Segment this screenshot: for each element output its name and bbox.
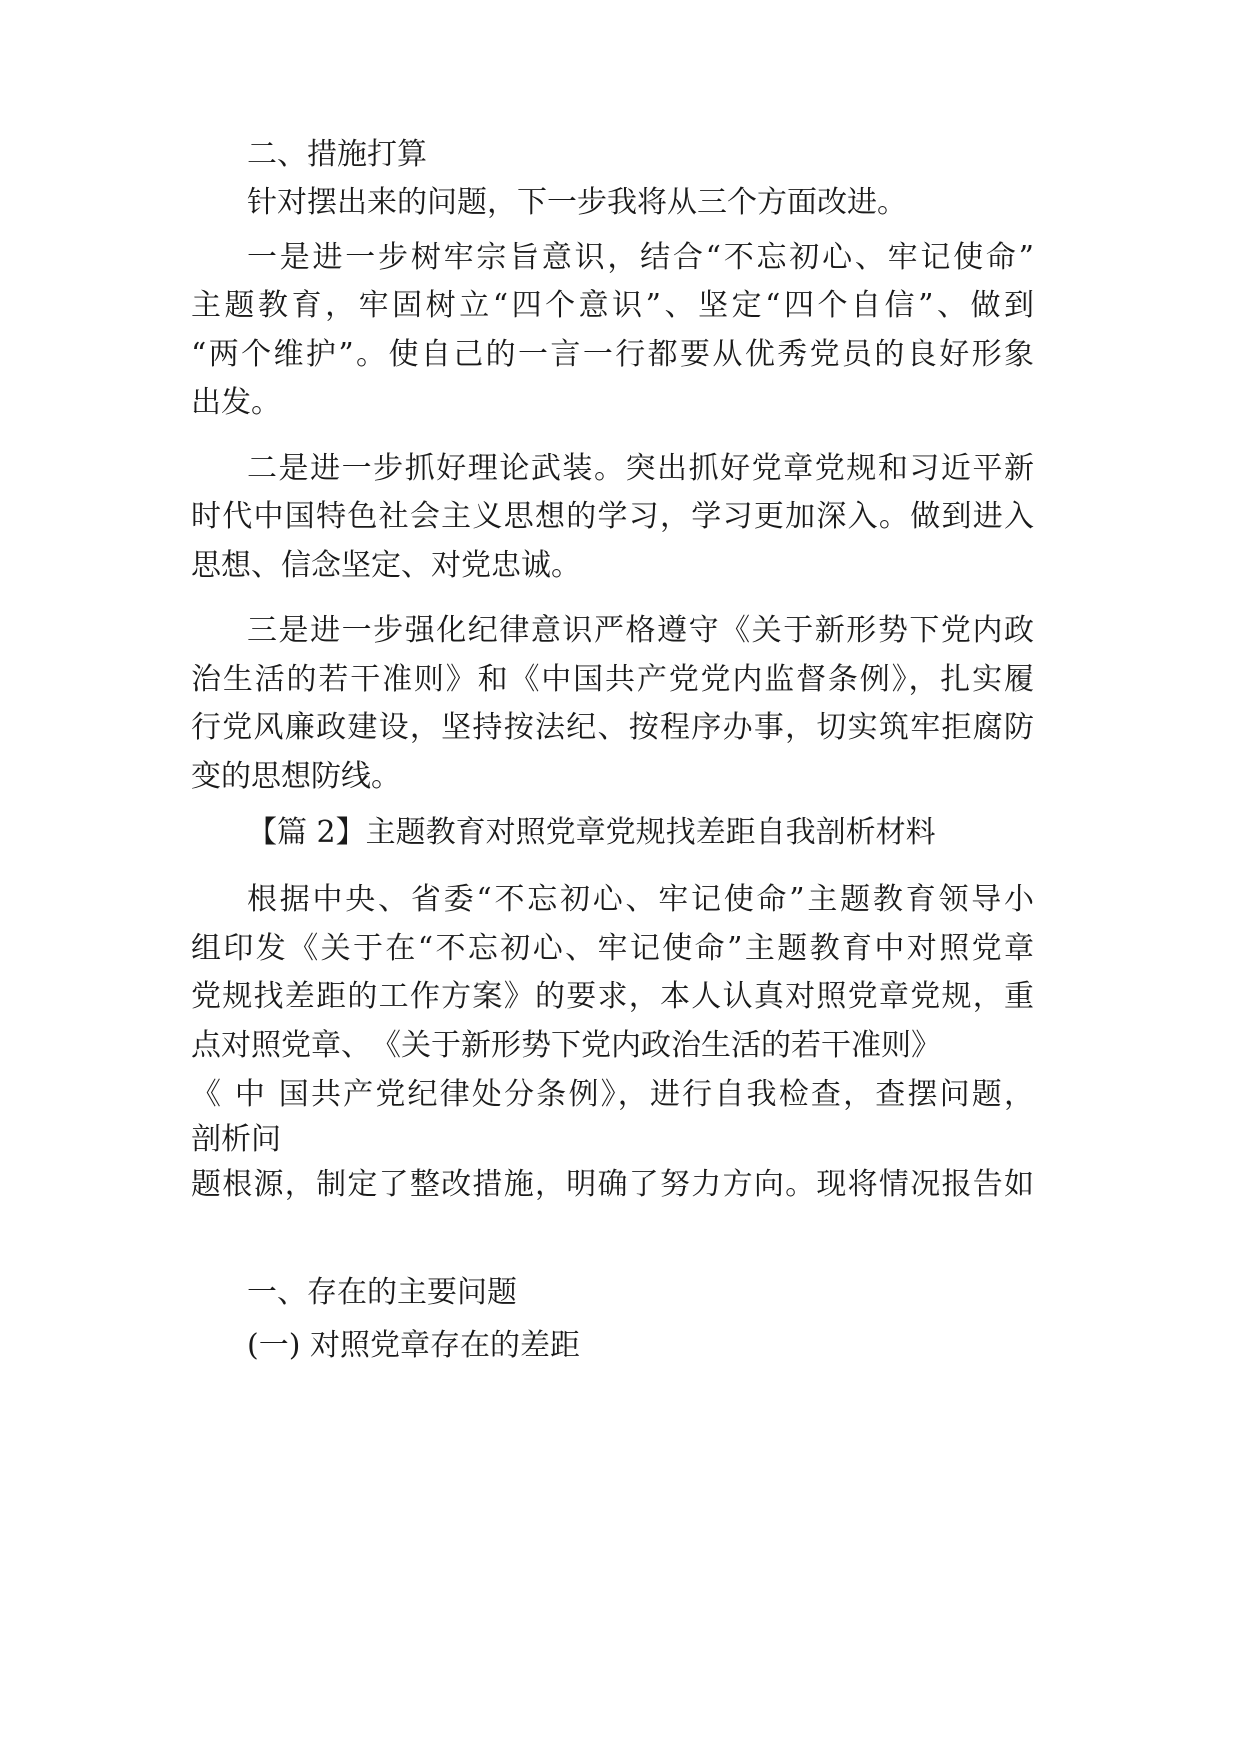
paragraph-line: 变的思想防线。 xyxy=(191,759,401,794)
paragraph-line: 二是进一步抓好理论武装。突出抓好党章党规和习近平新 xyxy=(247,451,1034,486)
paragraph-line: “两个维护”。使自己的一言一行都要从优秀党员的良好形象 xyxy=(191,337,1034,372)
heading-problems: 一、存在的主要问题 xyxy=(247,1275,517,1310)
intro-sentence: 针对摆出来的问题，下一步我将从三个方面改进。 xyxy=(247,185,907,220)
paragraph-line: 时代中国特色社会主义思想的学习，学习更加深入。做到进入 xyxy=(191,499,1034,534)
subheading-1: (一) 对照党章存在的差距 xyxy=(247,1328,580,1363)
section-title: 【篇 2】主题教育对照党章党规找差距自我剖析材料 xyxy=(247,815,936,850)
paragraph-line: 剖析问 xyxy=(191,1122,281,1157)
paragraph-line: 一是进一步树牢宗旨意识，结合“不忘初心、牢记使命” xyxy=(247,240,1034,275)
heading-measures: 二、措施打算 xyxy=(247,137,427,172)
paragraph-line: 点对照党章、 《关于新形势下党内政治生活的若干准则》 xyxy=(191,1028,941,1063)
paragraph-line: 主题教育，牢固树立“四个意识”、坚定“四个自信”、做到 xyxy=(191,288,1034,323)
paragraph-line: 治生活的若干准则》和《中国共产党党内监督条例》，扎实履 xyxy=(191,662,1034,697)
paragraph-line: 根据中央、省委“不忘初心、牢记使命”主题教育领导小 xyxy=(247,882,1034,917)
paragraph-line: 党规找差距的工作方案》的要求，本人认真对照党章党规，重 xyxy=(191,979,1034,1014)
paragraph-line: 题根源，制定了整改措施，明确了努力方向。现将情况报告如 xyxy=(191,1167,1034,1202)
paragraph-line: 三是进一步强化纪律意识严格遵守《关于新形势下党内政 xyxy=(247,613,1034,648)
paragraph-line: 行党风廉政建设，坚持按法纪、按程序办事，切实筑牢拒腐防 xyxy=(191,710,1034,745)
paragraph-line: 思想、信念坚定、对党忠诚。 xyxy=(191,548,581,583)
paragraph-line: 出发。 xyxy=(191,385,281,420)
paragraph-line: 组印发《关于在“不忘初心、牢记使命”主题教育中对照党章 xyxy=(191,931,1034,966)
paragraph-line: 《 中 国共产党纪律处分条例》，进行自我检查，查摆问题， xyxy=(191,1077,1034,1112)
